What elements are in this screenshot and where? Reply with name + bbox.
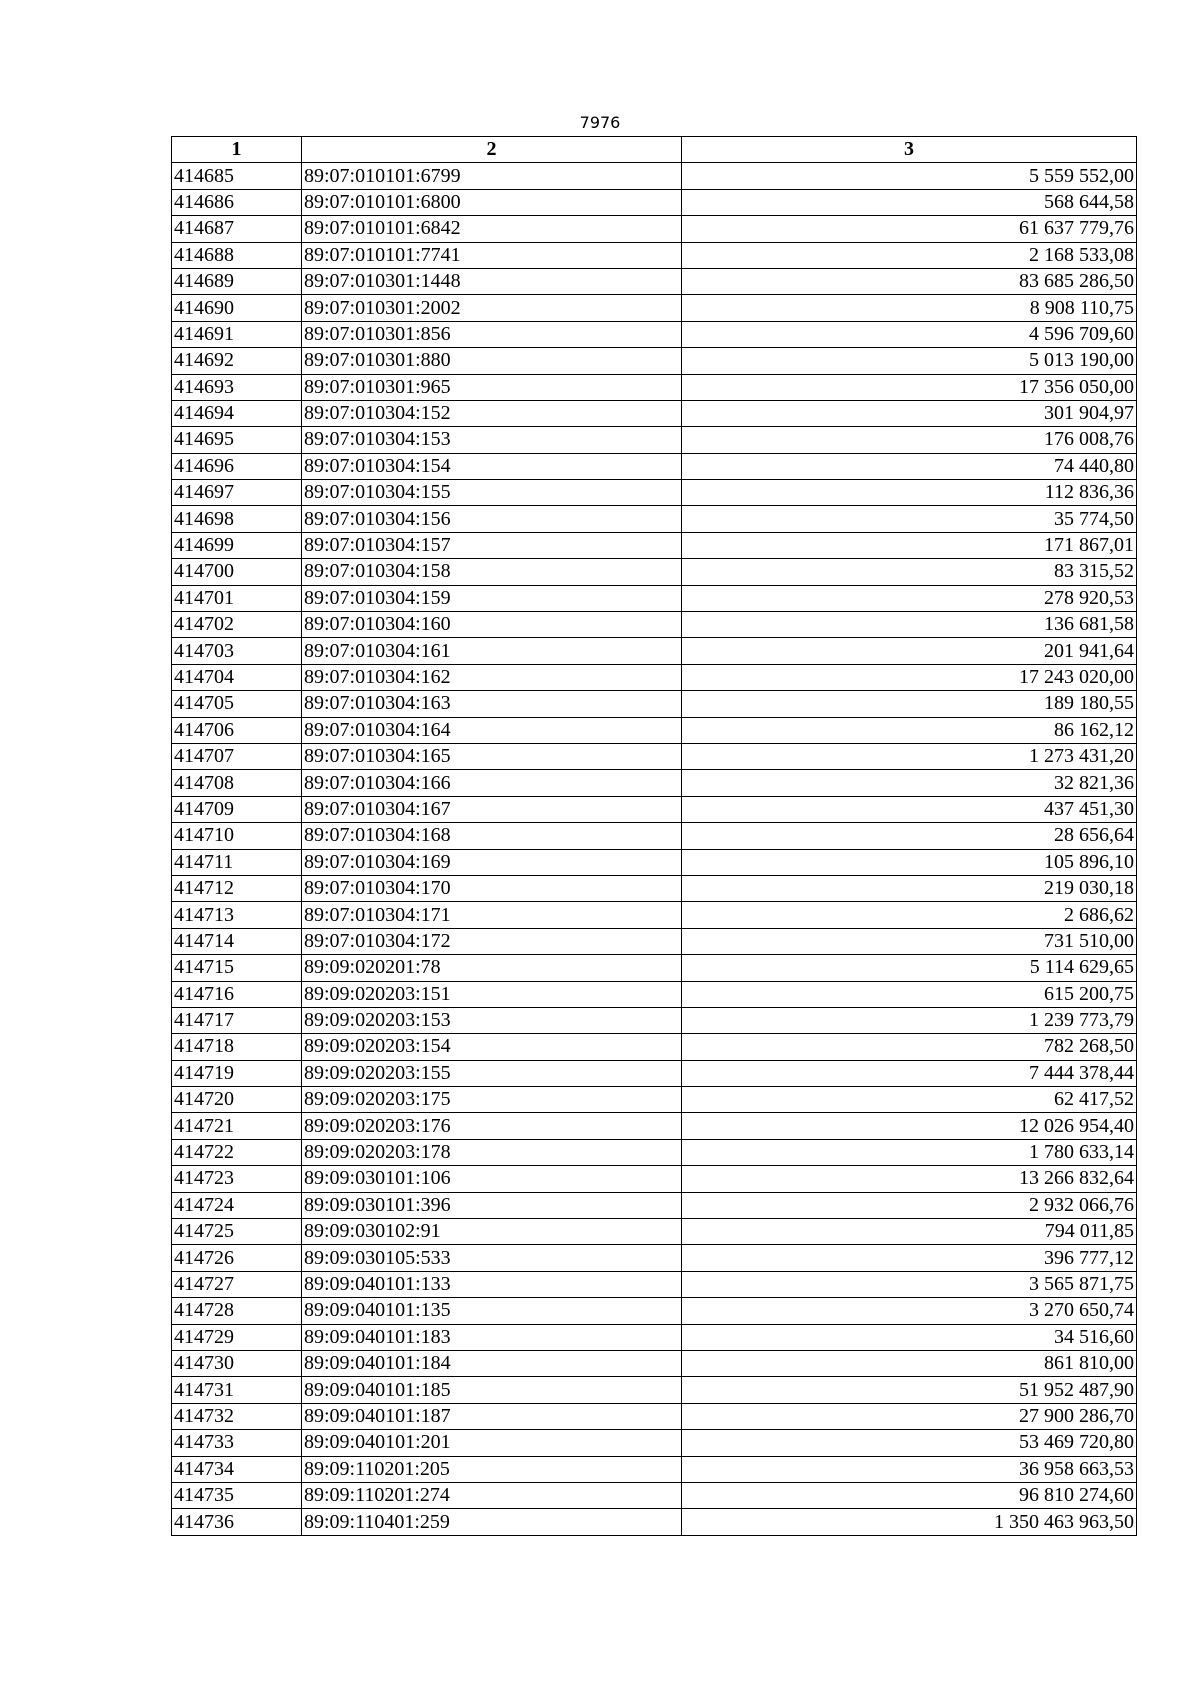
cadastral-value-cell: 96 810 274,60	[682, 1482, 1137, 1508]
cadastral-value-cell: 61 637 779,76	[682, 216, 1137, 242]
cadastral-value-cell: 136 681,58	[682, 612, 1137, 638]
cadastral-number-cell: 89:09:020203:153	[302, 1007, 682, 1033]
row-number-cell: 414688	[172, 242, 302, 268]
table-row	[172, 1430, 1137, 1456]
cadastral-number-cell: 89:07:010304:159	[302, 585, 682, 611]
row-number-cell: 414708	[172, 770, 302, 796]
cadastral-value-cell: 1 780 633,14	[682, 1139, 1137, 1165]
table-row	[172, 480, 1137, 506]
cadastral-value-cell: 201 941,64	[682, 638, 1137, 664]
cadastral-value-cell: 1 239 773,79	[682, 1007, 1137, 1033]
cadastral-number-cell: 89:07:010301:965	[302, 374, 682, 400]
table-row	[172, 796, 1137, 822]
row-number-cell: 414705	[172, 691, 302, 717]
table-row	[172, 189, 1137, 215]
cadastral-number-cell: 89:07:010304:170	[302, 875, 682, 901]
cadastral-number-cell: 89:07:010304:155	[302, 480, 682, 506]
cadastral-number-cell: 89:09:020203:151	[302, 981, 682, 1007]
cadastral-value-cell: 8 908 110,75	[682, 295, 1137, 321]
cadastral-value-cell: 51 952 487,90	[682, 1377, 1137, 1403]
table-row	[172, 664, 1137, 690]
table-row	[172, 1034, 1137, 1060]
row-number-cell: 414732	[172, 1403, 302, 1429]
table-row	[172, 612, 1137, 638]
row-number-cell: 414725	[172, 1219, 302, 1245]
table-row	[172, 638, 1137, 664]
table-body	[172, 163, 1137, 1535]
cadastral-number-cell: 89:07:010304:163	[302, 691, 682, 717]
cadastral-value-cell: 5 013 190,00	[682, 348, 1137, 374]
table-row	[172, 506, 1137, 532]
table-row	[172, 1060, 1137, 1086]
cadastral-number-cell: 89:07:010101:6842	[302, 216, 682, 242]
cadastral-value-cell: 112 836,36	[682, 480, 1137, 506]
row-number-cell: 414697	[172, 480, 302, 506]
row-number-cell: 414728	[172, 1298, 302, 1324]
cadastral-value-cell: 13 266 832,64	[682, 1166, 1137, 1192]
cadastral-value-cell: 83 685 286,50	[682, 268, 1137, 294]
row-number-cell: 414693	[172, 374, 302, 400]
table-row	[172, 1192, 1137, 1218]
row-number-cell: 414686	[172, 189, 302, 215]
row-number-cell: 414701	[172, 585, 302, 611]
cadastral-value-cell: 5 114 629,65	[682, 955, 1137, 981]
cadastral-number-cell: 89:07:010304:171	[302, 902, 682, 928]
row-number-cell: 414724	[172, 1192, 302, 1218]
cadastral-number-cell: 89:07:010304:158	[302, 559, 682, 585]
cadastral-number-cell: 89:09:030105:533	[302, 1245, 682, 1271]
cadastral-number-cell: 89:07:010301:1448	[302, 268, 682, 294]
row-number-cell: 414727	[172, 1271, 302, 1297]
cadastral-value-cell: 176 008,76	[682, 427, 1137, 453]
cadastral-number-cell: 89:07:010304:160	[302, 612, 682, 638]
column-header-2: 2	[302, 137, 682, 163]
cadastral-number-cell: 89:09:030102:91	[302, 1219, 682, 1245]
cadastral-value-cell: 301 904,97	[682, 400, 1137, 426]
cadastral-number-cell: 89:09:040101:187	[302, 1403, 682, 1429]
cadastral-value-cell: 74 440,80	[682, 453, 1137, 479]
table-row	[172, 242, 1137, 268]
table-row	[172, 268, 1137, 294]
cadastral-number-cell: 89:07:010101:6800	[302, 189, 682, 215]
table-header-row	[172, 137, 1137, 163]
table-row	[172, 216, 1137, 242]
cadastral-value-table	[171, 136, 1137, 1536]
cadastral-value-cell: 27 900 286,70	[682, 1403, 1137, 1429]
cadastral-value-cell: 62 417,52	[682, 1087, 1137, 1113]
table-row	[172, 453, 1137, 479]
cadastral-number-cell: 89:07:010304:154	[302, 453, 682, 479]
row-number-cell: 414734	[172, 1456, 302, 1482]
cadastral-number-cell: 89:07:010101:6799	[302, 163, 682, 189]
row-number-cell: 414707	[172, 743, 302, 769]
cadastral-number-cell: 89:09:020203:155	[302, 1060, 682, 1086]
table-row	[172, 1298, 1137, 1324]
row-number-cell: 414715	[172, 955, 302, 981]
cadastral-number-cell: 89:09:040101:135	[302, 1298, 682, 1324]
table-row	[172, 717, 1137, 743]
cadastral-number-cell: 89:07:010304:167	[302, 796, 682, 822]
cadastral-value-cell: 86 162,12	[682, 717, 1137, 743]
cadastral-number-cell: 89:09:030101:396	[302, 1192, 682, 1218]
cadastral-number-cell: 89:07:010101:7741	[302, 242, 682, 268]
row-number-cell: 414712	[172, 875, 302, 901]
table-row	[172, 321, 1137, 347]
row-number-cell: 414720	[172, 1087, 302, 1113]
table-row	[172, 585, 1137, 611]
cadastral-value-cell: 36 958 663,53	[682, 1456, 1137, 1482]
cadastral-number-cell: 89:09:020203:154	[302, 1034, 682, 1060]
row-number-cell: 414719	[172, 1060, 302, 1086]
row-number-cell: 414721	[172, 1113, 302, 1139]
cadastral-number-cell: 89:07:010301:856	[302, 321, 682, 347]
table-row	[172, 743, 1137, 769]
cadastral-value-cell: 1 273 431,20	[682, 743, 1137, 769]
cadastral-number-cell: 89:07:010304:168	[302, 823, 682, 849]
cadastral-number-cell: 89:09:030101:106	[302, 1166, 682, 1192]
cadastral-value-cell: 731 510,00	[682, 928, 1137, 954]
table-row	[172, 981, 1137, 1007]
table-row	[172, 849, 1137, 875]
cadastral-number-cell: 89:07:010304:161	[302, 638, 682, 664]
table-row	[172, 427, 1137, 453]
table-row	[172, 1350, 1137, 1376]
cadastral-number-cell: 89:09:040101:183	[302, 1324, 682, 1350]
table-row	[172, 374, 1137, 400]
cadastral-value-cell: 189 180,55	[682, 691, 1137, 717]
row-number-cell: 414718	[172, 1034, 302, 1060]
cadastral-number-cell: 89:07:010304:153	[302, 427, 682, 453]
cadastral-value-cell: 17 356 050,00	[682, 374, 1137, 400]
row-number-cell: 414722	[172, 1139, 302, 1165]
table-row	[172, 1166, 1137, 1192]
cadastral-value-cell: 2 686,62	[682, 902, 1137, 928]
table-row	[172, 1139, 1137, 1165]
row-number-cell: 414723	[172, 1166, 302, 1192]
table-row	[172, 1403, 1137, 1429]
cadastral-number-cell: 89:07:010301:2002	[302, 295, 682, 321]
table-row	[172, 163, 1137, 189]
row-number-cell: 414736	[172, 1509, 302, 1535]
cadastral-value-cell: 219 030,18	[682, 875, 1137, 901]
row-number-cell: 414695	[172, 427, 302, 453]
row-number-cell: 414699	[172, 532, 302, 558]
row-number-cell: 414694	[172, 400, 302, 426]
cadastral-number-cell: 89:09:040101:185	[302, 1377, 682, 1403]
table-row	[172, 1113, 1137, 1139]
cadastral-number-cell: 89:07:010301:880	[302, 348, 682, 374]
cadastral-value-cell: 568 644,58	[682, 189, 1137, 215]
cadastral-value-cell: 794 011,85	[682, 1219, 1137, 1245]
cadastral-value-cell: 396 777,12	[682, 1245, 1137, 1271]
table-row	[172, 823, 1137, 849]
table-row	[172, 902, 1137, 928]
row-number-cell: 414713	[172, 902, 302, 928]
table-row	[172, 1219, 1137, 1245]
cadastral-number-cell: 89:07:010304:164	[302, 717, 682, 743]
row-number-cell: 414692	[172, 348, 302, 374]
row-number-cell: 414689	[172, 268, 302, 294]
cadastral-number-cell: 89:09:020201:78	[302, 955, 682, 981]
cadastral-value-cell: 2 932 066,76	[682, 1192, 1137, 1218]
cadastral-number-cell: 89:07:010304:165	[302, 743, 682, 769]
table-row	[172, 1271, 1137, 1297]
row-number-cell: 414711	[172, 849, 302, 875]
table-row	[172, 400, 1137, 426]
row-number-cell: 414687	[172, 216, 302, 242]
cadastral-value-cell: 437 451,30	[682, 796, 1137, 822]
row-number-cell: 414696	[172, 453, 302, 479]
cadastral-number-cell: 89:07:010304:169	[302, 849, 682, 875]
row-number-cell: 414706	[172, 717, 302, 743]
cadastral-value-cell: 615 200,75	[682, 981, 1137, 1007]
cadastral-value-cell: 3 270 650,74	[682, 1298, 1137, 1324]
cadastral-number-cell: 89:07:010304:172	[302, 928, 682, 954]
page-number: 7976	[579, 113, 621, 132]
cadastral-value-cell: 53 469 720,80	[682, 1430, 1137, 1456]
cadastral-value-cell: 32 821,36	[682, 770, 1137, 796]
row-number-cell: 414731	[172, 1377, 302, 1403]
row-number-cell: 414698	[172, 506, 302, 532]
row-number-cell: 414710	[172, 823, 302, 849]
row-number-cell: 414735	[172, 1482, 302, 1508]
cadastral-number-cell: 89:07:010304:152	[302, 400, 682, 426]
cadastral-number-cell: 89:09:040101:133	[302, 1271, 682, 1297]
row-number-cell: 414717	[172, 1007, 302, 1033]
table-row	[172, 1509, 1137, 1535]
cadastral-value-cell: 35 774,50	[682, 506, 1137, 532]
table-row	[172, 1087, 1137, 1113]
cadastral-number-cell: 89:07:010304:166	[302, 770, 682, 796]
cadastral-value-cell: 4 596 709,60	[682, 321, 1137, 347]
row-number-cell: 414704	[172, 664, 302, 690]
cadastral-value-cell: 2 168 533,08	[682, 242, 1137, 268]
row-number-cell: 414703	[172, 638, 302, 664]
cadastral-number-cell: 89:07:010304:157	[302, 532, 682, 558]
table-row	[172, 955, 1137, 981]
cadastral-value-cell: 5 559 552,00	[682, 163, 1137, 189]
cadastral-number-cell: 89:09:110201:205	[302, 1456, 682, 1482]
row-number-cell: 414709	[172, 796, 302, 822]
cadastral-value-cell: 12 026 954,40	[682, 1113, 1137, 1139]
row-number-cell: 414700	[172, 559, 302, 585]
row-number-cell: 414691	[172, 321, 302, 347]
row-number-cell: 414714	[172, 928, 302, 954]
row-number-cell: 414685	[172, 163, 302, 189]
table-row	[172, 348, 1137, 374]
row-number-cell: 414733	[172, 1430, 302, 1456]
row-number-cell: 414702	[172, 612, 302, 638]
cadastral-value-cell: 7 444 378,44	[682, 1060, 1137, 1086]
cadastral-value-cell: 105 896,10	[682, 849, 1137, 875]
cadastral-number-cell: 89:09:040101:184	[302, 1350, 682, 1376]
cadastral-number-cell: 89:09:110201:274	[302, 1482, 682, 1508]
table-row	[172, 1324, 1137, 1350]
cadastral-value-cell: 17 243 020,00	[682, 664, 1137, 690]
cadastral-number-cell: 89:09:040101:201	[302, 1430, 682, 1456]
cadastral-value-cell: 28 656,64	[682, 823, 1137, 849]
table-row	[172, 1456, 1137, 1482]
row-number-cell: 414729	[172, 1324, 302, 1350]
table-row	[172, 875, 1137, 901]
table-row	[172, 559, 1137, 585]
cadastral-number-cell: 89:07:010304:162	[302, 664, 682, 690]
cadastral-value-cell: 861 810,00	[682, 1350, 1137, 1376]
table-row	[172, 532, 1137, 558]
column-header-1: 1	[172, 137, 302, 163]
cadastral-number-cell: 89:09:020203:178	[302, 1139, 682, 1165]
table-row	[172, 770, 1137, 796]
cadastral-value-cell: 171 867,01	[682, 532, 1137, 558]
row-number-cell: 414730	[172, 1350, 302, 1376]
cadastral-value-cell: 3 565 871,75	[682, 1271, 1137, 1297]
row-number-cell: 414726	[172, 1245, 302, 1271]
cadastral-value-cell: 83 315,52	[682, 559, 1137, 585]
cadastral-number-cell: 89:07:010304:156	[302, 506, 682, 532]
table-row	[172, 1007, 1137, 1033]
row-number-cell: 414690	[172, 295, 302, 321]
cadastral-value-cell: 1 350 463 963,50	[682, 1509, 1137, 1535]
table-row	[172, 1245, 1137, 1271]
table-row	[172, 295, 1137, 321]
table-row	[172, 928, 1137, 954]
row-number-cell: 414716	[172, 981, 302, 1007]
cadastral-number-cell: 89:09:020203:176	[302, 1113, 682, 1139]
column-header-3: 3	[682, 137, 1137, 163]
cadastral-value-cell: 278 920,53	[682, 585, 1137, 611]
cadastral-value-cell: 782 268,50	[682, 1034, 1137, 1060]
cadastral-value-cell: 34 516,60	[682, 1324, 1137, 1350]
cadastral-number-cell: 89:09:110401:259	[302, 1509, 682, 1535]
table-row	[172, 1482, 1137, 1508]
cadastral-number-cell: 89:09:020203:175	[302, 1087, 682, 1113]
table-row	[172, 691, 1137, 717]
table-row	[172, 1377, 1137, 1403]
